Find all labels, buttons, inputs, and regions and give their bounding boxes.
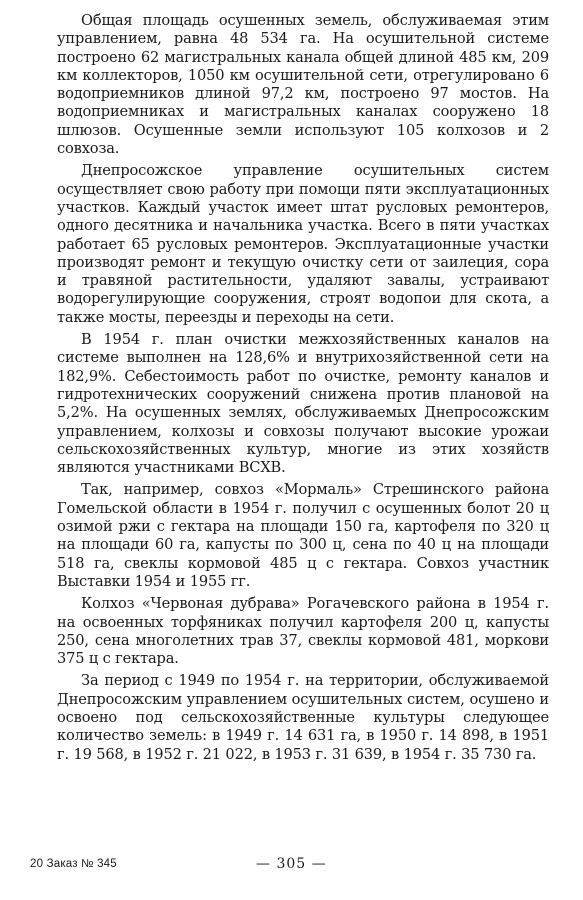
paragraph-land-reclamation-totals: За период с 1949 по 1954 г. на территории, обслуживаемой Днепросожским управлением осушительных систем, осушено и освоено под сельскохозяйственные культуры следующее количество земель: в 1949 г. 14 631 га, в 1950 г. 14 898, в 1951 г. 19 568, в 1952 г. 21 022, в 1953 г. 31 639, в 1954 г. 35 730 га. — [57, 672, 549, 763]
page-footer — [30, 856, 550, 876]
page-body — [57, 12, 549, 768]
printer-signature: 20 Заказ № 345 — [30, 858, 117, 870]
page-number: — 305 — — [256, 856, 327, 872]
paragraph-drainage-area: Общая площадь осушенных земель, обслуживаемая этим управлением, равна 48 534 га. На осушительной системе построено 62 магистральных канала общей длиной 485 км, 209 км коллекторов, 1050 км осушительной сети, отрегулировано 6 водоприемников длиной 97,2 км, построено 97 мостов. На водоприемниках и магистральных каналах сооружено 18 шлюзов. Осушенные земли используют 105 колхозов и 2 совхоза. — [57, 12, 549, 158]
paragraph-plan-1954: В 1954 г. план очистки межхозяйственных каналов на системе выполнен на 128,6% и внутрихозяйственной сети на 182,9%. Себестоимость работ по очистке, ремонту каналов и гидротехнических сооружений снижена против плановой на 5,2%. На осушенных землях, обслуживаемых Днепросожским управлением, колхозы и совхозы получают высокие урожаи сельскохозяйственных культур, многие из этих хозяйств являются участниками ВСХВ. — [57, 331, 549, 477]
paragraph-management-sections: Днепросожское управление осушительных систем осуществляет свою работу при помощи пяти эксплуатационных участков. Каждый участок имеет штат русловых ремонтеров, одного десятника и начальника участка. Всего в пяти участках работает 65 русловых ремонтеров. Эксплуатационные участки производят ремонт и текущую очистку сети от заилеция, сора и травяной растительности, удаляют завалы, устраивают водорегулирующие сооружения, строят водопои для скота, а также мосты, переезды и переходы на сети. — [57, 162, 549, 326]
paragraph-kolkhoz-chervonaya-dubrava: Колхоз «Червоная дубрава» Рогачевского района в 1954 г. на освоенных торфяниках получил картофеля 200 ц, капусты 250, сена многолетних трав 37, свеклы кормовой 481, моркови 375 ц с гектара. — [57, 595, 549, 668]
paragraph-sovkhoz-mormal: Так, например, совхоз «Мормаль» Стрешинского района Гомельской области в 1954 г. получил с осушенных болот 20 ц озимой ржи с гектара на площади 150 га, картофеля по 320 ц на площади 60 га, капусты по 300 ц, сена по 40 ц на площади 518 га, свеклы кормовой 485 ц с гектара. Совхоз участник Выставки 1954 и 1955 гг. — [57, 481, 549, 590]
